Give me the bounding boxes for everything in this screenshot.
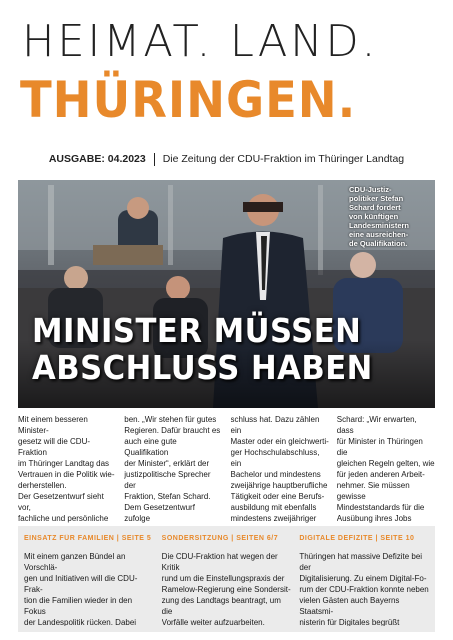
teaser-familien[interactable]	[24, 534, 154, 626]
masthead	[0, 0, 453, 148]
teaser-body: Thüringen hat massive Defizite bei der Digitalisierung. Zu einem Digital-Fo- rum der CDU-Fraktion konnte neben vielen Gästen auch Bayerns Staatsmi- nisterin für Digitales begrüßt	[299, 552, 429, 626]
masthead-title-heimat-land: HEIMAT. LAND.	[22, 16, 379, 67]
issue-bar	[0, 148, 453, 170]
article-column-3	[231, 414, 329, 526]
article-column-3-text: schluss hat. Dazu zählen ein Master oder ein gleichwerti- ger Hochschulabschluss, ein Bachelor und mindestens zweijährige hauptberufliche Tätigkeit oder eine Berufs- ausbildung mit ebenfalls mindestens zweijähriger	[230, 415, 329, 523]
article-column-4-text	[337, 414, 435, 526]
article-column-1-text: Mit einem besseren Minister- gesetz will die CDU-Fraktion im Thüringer Landtag das Vertrauen in die Politik wie- derherstellen. Der Gesetzentwurf sieht vor, fachliche und persönliche	[18, 415, 115, 523]
issue-tagline: Die Zeitung der CDU-Fraktion im Thüringer Landtag	[162, 153, 405, 165]
hero-caption-text: CDU-Justiz- politiker Stefan Schard fordert von künftigen Landesministern eine ausreichen- de Qualifikation.	[349, 185, 410, 248]
lead-headline-line-2: ABSCHLUSS HABEN	[32, 348, 373, 387]
article-column-4	[337, 414, 435, 526]
teaser-body: Die CDU-Fraktion hat wegen der Kritik rund um die Einstellungspraxis der Ramelow-Regierung eine Sondersit- zung des Landtags beantragt, um die Vorfälle weiter aufzuarbeiten.	[161, 552, 291, 626]
article-column-2-text: ben. „Wir stehen für gutes Regieren. Dafür braucht es auch eine gute Qualifikation der Minister“, erklärt der justizpolitische Sprecher der Fraktion, Stefan Schard. Dem Gesetzentwurf zufolge	[124, 415, 221, 523]
masthead-title-thueringen: THÜRINGEN.	[20, 71, 357, 129]
lead-headline	[32, 312, 404, 386]
article-column-2	[124, 414, 222, 526]
teaser-box	[18, 526, 435, 632]
teaser-sondersitzung[interactable]	[162, 534, 292, 626]
article-column-4-body: Schard: „Wir erwarten, dass für Minister in Thüringen die gleichen Regeln gelten, wie für jeden anderen Arbeit- nehmer. Sie müssen gewisse Mindeststandards für die Ausübung ihres Jobs	[336, 415, 435, 523]
article-column-1	[18, 414, 116, 526]
issue-separator	[154, 153, 155, 166]
issue-label: AUSGABE: 04.2023	[48, 153, 146, 165]
lead-headline-line-1: MINISTER MÜSSEN	[32, 311, 362, 350]
hero-photo-caption	[349, 185, 427, 248]
teaser-digitale-defizite[interactable]	[299, 534, 429, 626]
teaser-body: Mit einem ganzen Bündel an Vorschlä- gen und Initiativen will die CDU-Frak- tion die Familien wieder in den Fokus der Landespolitik rücken. Dabei	[24, 552, 138, 626]
hero-photo	[18, 180, 435, 408]
lead-article	[18, 414, 435, 526]
teaser-heading: SONDERSITZUNG | SEITEN 6/7	[161, 535, 279, 542]
teaser-heading: DIGITALE DEFIZITE | SEITE 10	[299, 535, 415, 542]
teaser-heading: EINSATZ FÜR FAMILIEN | SEITE 5	[24, 535, 152, 542]
